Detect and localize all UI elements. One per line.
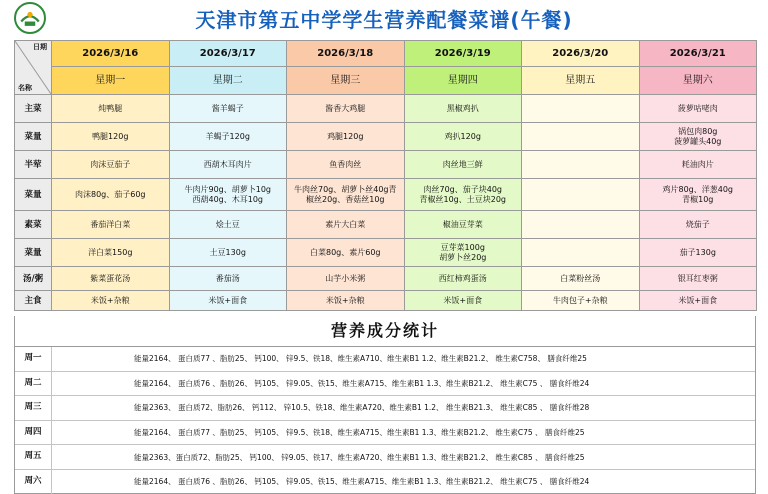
row-label: 主食 bbox=[15, 291, 52, 311]
menu-table bbox=[14, 40, 757, 311]
corner-date-label: 日期 bbox=[33, 43, 47, 51]
menu-cell: 豆芽菜100g 胡萝卜丝20g bbox=[404, 239, 522, 267]
menu-cell: 鸡片80g、洋葱40g 青椒10g bbox=[639, 179, 757, 211]
nutrition-row bbox=[15, 421, 755, 446]
date-cell: 2026/3/18 bbox=[287, 41, 405, 67]
nutrition-values: 能量2363、 蛋白质72、脂肪26、 钙112、 锌10.5、铁18、维生素A720、维生素B1 1.2、 维生素B21.3、 维生素C85 、 膳食纤维28 bbox=[134, 403, 590, 413]
row-label: 素菜 bbox=[15, 211, 52, 239]
menu-cell: 米饭+面食 bbox=[404, 291, 522, 311]
menu-cell: 素片大白菜 bbox=[287, 211, 405, 239]
menu-cell bbox=[522, 123, 640, 151]
date-cell: 2026/3/20 bbox=[522, 41, 640, 67]
menu-cell: 羊蝎子120g bbox=[169, 123, 287, 151]
nutrition-day-label: 周五 bbox=[15, 445, 52, 469]
table-corner bbox=[15, 41, 52, 95]
menu-body bbox=[15, 95, 757, 311]
row-label: 半荤 bbox=[15, 151, 52, 179]
weekday-cell: 星期一 bbox=[52, 67, 170, 95]
menu-cell: 椒油豆芽菜 bbox=[404, 211, 522, 239]
nutrition-row bbox=[15, 372, 755, 397]
menu-cell: 米饭+面食 bbox=[169, 291, 287, 311]
nutrition-values: 能量2363、蛋白质72、脂肪25、 钙100、 锌9.05、铁17、维生素A720、维生素B1 1.3、维生素B21.2、 维生素C85 、 膳食纤维25 bbox=[134, 452, 585, 462]
menu-cell: 番茄洋白菜 bbox=[52, 211, 170, 239]
menu-cell: 菠萝咕咾肉 bbox=[639, 95, 757, 123]
menu-cell bbox=[522, 151, 640, 179]
row-label: 菜量 bbox=[15, 179, 52, 211]
menu-cell: 酱香大鸡腿 bbox=[287, 95, 405, 123]
menu-cell: 鸡腿120g bbox=[287, 123, 405, 151]
nutrition-title: 营养成分统计 bbox=[15, 316, 755, 347]
menu-cell: 洋白菜150g bbox=[52, 239, 170, 267]
nutrition-values: 能量2164、 蛋白质77 、脂肪25、 钙105、 锌9.5、铁18、维生素A715、维生素B1 1.3、维生素B21.2、 维生素C75 、 膳食纤维25 bbox=[134, 428, 585, 438]
weekday-row bbox=[15, 67, 757, 95]
menu-cell: 土豆130g bbox=[169, 239, 287, 267]
nutrition-row bbox=[15, 445, 755, 470]
menu-cell: 牛肉丝70g、胡萝卜丝40g青 椒丝20g、香菇丝10g bbox=[287, 179, 405, 211]
menu-cell: 茄子130g bbox=[639, 239, 757, 267]
nutrition-row bbox=[15, 470, 755, 494]
menu-row bbox=[15, 267, 757, 291]
menu-cell: 烧茄子 bbox=[639, 211, 757, 239]
nutrition-rows bbox=[15, 347, 755, 494]
menu-cell bbox=[522, 239, 640, 267]
date-cell: 2026/3/21 bbox=[639, 41, 757, 67]
header bbox=[0, 0, 768, 40]
menu-cell: 黑椒鸡扒 bbox=[404, 95, 522, 123]
menu-cell: 鸭腿120g bbox=[52, 123, 170, 151]
menu-cell: 米饭+杂粮 bbox=[52, 291, 170, 311]
menu-cell: 鸡扒120g bbox=[404, 123, 522, 151]
row-label: 菜量 bbox=[15, 239, 52, 267]
weekday-cell: 星期六 bbox=[639, 67, 757, 95]
menu-cell bbox=[522, 179, 640, 211]
menu-cell: 米饭+面食 bbox=[639, 291, 757, 311]
row-label: 主菜 bbox=[15, 95, 52, 123]
nutrition-values: 能量2164、 蛋白质76 、脂肪26、 钙105、 锌9.05、铁15、维生素A715、维生素B1 1.3、维生素B21.2、 维生素C75 、 膳食纤维24 bbox=[134, 477, 590, 487]
menu-cell: 酱羊蝎子 bbox=[169, 95, 287, 123]
menu-cell: 番茄汤 bbox=[169, 267, 287, 291]
date-row bbox=[15, 41, 757, 67]
nutrition-section bbox=[14, 316, 756, 494]
menu-cell: 鱼香肉丝 bbox=[287, 151, 405, 179]
menu-cell: 白菜粉丝汤 bbox=[522, 267, 640, 291]
nutrition-day-label: 周二 bbox=[15, 372, 52, 396]
weekday-cell: 星期二 bbox=[169, 67, 287, 95]
nutrition-row bbox=[15, 347, 755, 372]
menu-cell: 肉丝70g、茄子块40g 青椒丝10g、土豆块20g bbox=[404, 179, 522, 211]
nutrition-day-label: 周三 bbox=[15, 396, 52, 420]
menu-cell: 锅包肉80g 菠萝罐头40g bbox=[639, 123, 757, 151]
weekday-cell: 星期四 bbox=[404, 67, 522, 95]
menu-cell: 山芋小米粥 bbox=[287, 267, 405, 291]
menu-cell: 耗油肉片 bbox=[639, 151, 757, 179]
menu-cell: 肉沫豆茄子 bbox=[52, 151, 170, 179]
menu-cell: 米饭+杂粮 bbox=[287, 291, 405, 311]
menu-cell bbox=[522, 95, 640, 123]
row-label: 汤/粥 bbox=[15, 267, 52, 291]
corner-name-label: 名称 bbox=[18, 84, 32, 92]
menu-cell: 西葫木耳肉片 bbox=[169, 151, 287, 179]
row-label: 菜量 bbox=[15, 123, 52, 151]
weekday-cell: 星期五 bbox=[522, 67, 640, 95]
nutrition-day-label: 周四 bbox=[15, 421, 52, 445]
nutrition-day-label: 周一 bbox=[15, 347, 52, 371]
menu-cell: 肉沫80g、茄子60g bbox=[52, 179, 170, 211]
nutrition-row bbox=[15, 396, 755, 421]
nutrition-values: 能量2164、 蛋白质76 、脂肪26、 钙105、 锌9.05、铁15、维生素A715、维生素B1 1.3、维生素B21.2、 维生素C75 、 膳食纤维24 bbox=[134, 378, 590, 388]
menu-cell: 牛肉片90g、胡萝卜10g 西葫40g、木耳10g bbox=[169, 179, 287, 211]
date-cell: 2026/3/17 bbox=[169, 41, 287, 67]
weekday-cell: 星期三 bbox=[287, 67, 405, 95]
menu-cell: 白菜80g、素片60g bbox=[287, 239, 405, 267]
menu-cell bbox=[522, 211, 640, 239]
menu-cell: 紫菜蛋花汤 bbox=[52, 267, 170, 291]
menu-cell: 肉丝地三鲜 bbox=[404, 151, 522, 179]
menu-cell: 牛肉包子+杂粮 bbox=[522, 291, 640, 311]
menu-row bbox=[15, 211, 757, 239]
menu-cell: 炖鸭腿 bbox=[52, 95, 170, 123]
menu-row bbox=[15, 179, 757, 211]
date-cell: 2026/3/16 bbox=[52, 41, 170, 67]
date-cell: 2026/3/19 bbox=[404, 41, 522, 67]
nutrition-values: 能量2164、 蛋白质77 、脂肪25、 钙100、 锌9.5、铁18、维生素A710、维生素B1 1.2、维生素B21.2、 维生素C758、 膳食纤维25 bbox=[134, 354, 587, 364]
menu-row bbox=[15, 291, 757, 311]
menu-cell: 银耳红枣粥 bbox=[639, 267, 757, 291]
menu-cell: 烩土豆 bbox=[169, 211, 287, 239]
menu-row bbox=[15, 239, 757, 267]
menu-row bbox=[15, 151, 757, 179]
nutrition-day-label: 周六 bbox=[15, 470, 52, 494]
menu-row bbox=[15, 95, 757, 123]
menu-cell: 西红柿鸡蛋汤 bbox=[404, 267, 522, 291]
page-title: 天津市第五中学学生营养配餐菜谱(午餐) bbox=[195, 8, 573, 32]
menu-row bbox=[15, 123, 757, 151]
